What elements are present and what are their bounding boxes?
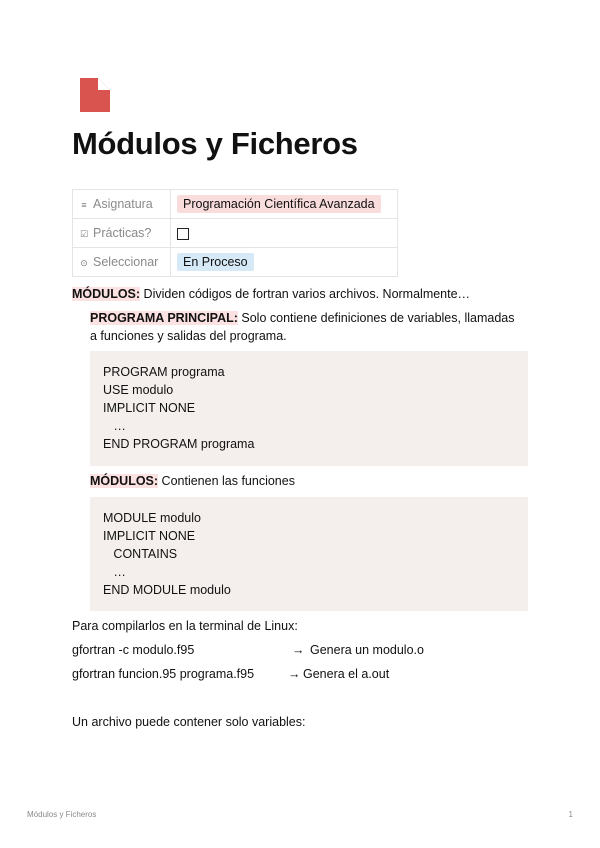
checkbox-icon: ☑: [79, 229, 89, 239]
footer-page-number: 1: [568, 810, 573, 819]
arrow-right-icon: →: [288, 667, 301, 681]
command-1: gfortran -c modulo.f95: [72, 643, 195, 657]
command-1-result: Genera un modulo.o: [310, 643, 424, 657]
code-line: MODULE modulo: [103, 511, 201, 525]
programa-principal-text: Solo contiene definiciones de variables, llamadas: [237, 311, 515, 325]
code-line: PROGRAM programa: [103, 365, 225, 379]
code-line: CONTAINS: [103, 547, 178, 561]
property-row-practicas: [73, 219, 398, 248]
list-icon: ≡: [81, 200, 87, 210]
modulos-label: MÓDULOS:: [72, 287, 141, 301]
property-label: Prácticas?: [93, 226, 152, 240]
status-tag[interactable]: En Proceso: [177, 253, 254, 271]
code-line: IMPLICIT NONE: [103, 529, 196, 543]
footer-title: Módulos y Ficheros: [27, 810, 97, 819]
command-2-result: Genera el a.out: [303, 667, 390, 681]
practicas-checkbox[interactable]: [177, 228, 189, 240]
code-line: END MODULE modulo: [103, 583, 231, 597]
modulos-section-text: Contienen las funciones: [158, 474, 295, 488]
modulos-intro: [72, 285, 470, 303]
select-icon: ⊙: [80, 258, 88, 268]
code-line: END PROGRAM programa: [103, 437, 255, 451]
programa-principal-label: PROGRAMA PRINCIPAL:: [90, 311, 238, 325]
property-row-asignatura: [73, 190, 398, 219]
page-title: Módulos y Ficheros: [72, 126, 358, 161]
command-2: gfortran funcion.95 programa.f95: [72, 667, 255, 681]
code-block-programa[interactable]: [90, 351, 528, 466]
code-line: IMPLICIT NONE: [103, 401, 196, 415]
code-block-modulo[interactable]: [90, 497, 528, 611]
closing-text: Un archivo puede contener solo variables:: [72, 715, 306, 729]
code-line: USE modulo: [103, 383, 174, 397]
arrow-right-icon: →: [292, 643, 305, 657]
document-icon: [80, 78, 110, 112]
code-line: …: [103, 419, 126, 433]
programa-principal-line1: [90, 309, 514, 327]
modulos-section: [90, 472, 295, 490]
code-line: …: [103, 565, 126, 579]
modulos-section-label: MÓDULOS:: [90, 474, 159, 488]
properties-table: [72, 189, 398, 277]
programa-principal-line2: a funciones y salidas del programa.: [90, 329, 287, 343]
property-label: Seleccionar: [93, 255, 159, 269]
property-label: Asignatura: [93, 197, 153, 211]
subject-tag[interactable]: Programación Científica Avanzada: [177, 195, 381, 213]
property-row-seleccionar: [73, 248, 398, 277]
modulos-intro-text: Dividen códigos de fortran varios archivos. Normalmente…: [140, 287, 471, 301]
compile-intro: Para compilarlos en la terminal de Linux:: [72, 619, 298, 633]
